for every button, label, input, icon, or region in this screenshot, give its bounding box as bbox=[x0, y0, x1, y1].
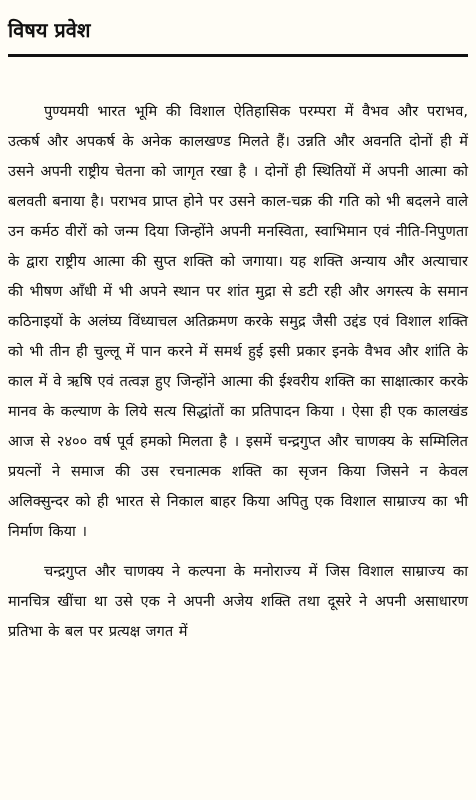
section-heading: विषय प्रवेश bbox=[8, 18, 91, 42]
heading-underline bbox=[8, 54, 468, 57]
body-paragraph-1: पुण्यमयी भारत भूमि की विशाल ऐतिहासिक परम्परा में वैभव और पराभव, उत्कर्ष और अपकर्ष के अनेक कालखण्ड मिलते हैं। उन्नति और अवनति दोनों ही में उसने अपनी राष्ट्रीय चेतना को जागृत रखा है । दोनों ही स्थितियों में अपनी आत्मा को बलवती बनाया है। पराभव प्राप्त होने पर उसने काल-चक्र की गति को भी बदलने वाले उन कर्मठ वीरों को जन्म दिया जिन्होंने अपनी मनस्विता, स्वाभिमान एवं नीति-निपुणता के द्वारा राष्ट्रीय आत्मा की सुप्त शक्ति को जगाया। यह शक्ति अन्याय और अत्याचार की भीषण आँधी में भी अपने स्थान पर शांत मुद्रा से डटी रही और अगस्त्य के समान कठिनाइयों के अलंघ्य विंध्याचल अतिक्रमण करके समुद्र जैसी उद्दंड एवं विशाल शक्ति को भी तीन ही चुल्लू में पान करने में समर्थ हुई इसी प्रकार इनके वैभव और शांति के काल में वे ऋषि एवं तत्वज्ञ हुए जिन्होंने आत्मा की ईश्वरीय शक्ति का साक्षात्कार करके मानव के कल्याण के लिये सत्य सिद्धांतों का प्रतिपादन किया । ऐसा ही एक कालखंड आज से २४०० वर्ष पूर्व हमको मिलता है । इसमें चन्द्रगुप्त और चाणक्य के सम्मिलित प्रयत्नों ने समाज की उस रचनात्मक शक्ति का सृजन किया जिसने न केवल अलिक्सुन्दर को ही भारत से निकाल बाहर किया अपितु एक विशाल साम्राज्य का भी निर्माण किया । bbox=[8, 103, 469, 540]
body-paragraph-2: चन्द्रगुप्त और चाणक्य ने कल्पना के मनोराज्य में जिस विशाल साम्राज्य का मानचित्र खींचा था उसे एक ने अपनी अजेय शक्ति तथा दूसरे ने अपनी असाधारण प्रतिभा के बल पर प्रत्यक्ष जगत में bbox=[8, 563, 468, 640]
